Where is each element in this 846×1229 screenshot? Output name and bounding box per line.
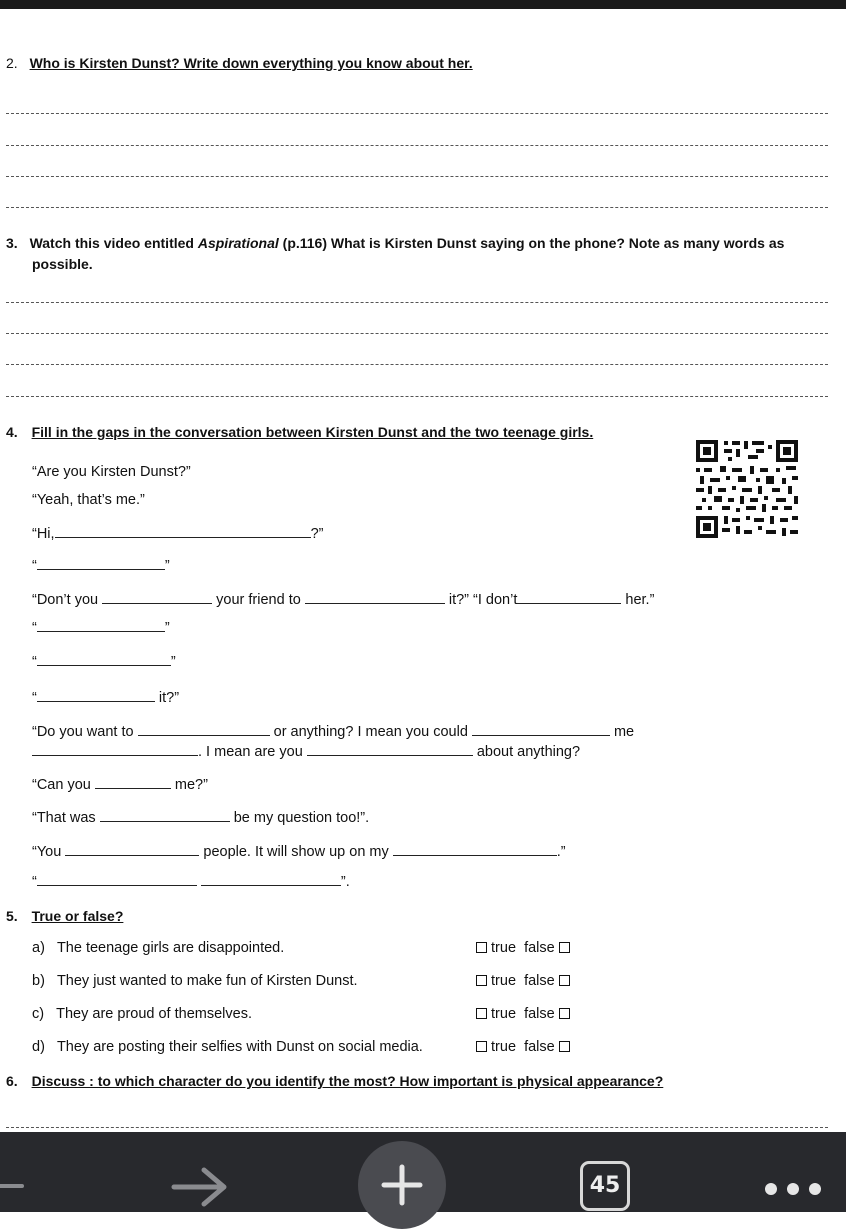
dialogue-text: ”. (340, 874, 350, 890)
false-checkbox[interactable] (559, 1008, 570, 1019)
false-label: false (524, 940, 555, 956)
true-checkbox[interactable] (476, 942, 487, 953)
top-status-bar (0, 0, 846, 9)
gap-blank[interactable] (37, 557, 165, 570)
question-3-number: 3. (6, 235, 18, 251)
dialogue-text: “You (32, 844, 62, 860)
close-quote: ” (164, 620, 170, 636)
tf-choice-b (476, 973, 570, 989)
item-text: They are proud of themselves. (56, 1006, 252, 1022)
dialogue-text: your friend to (216, 592, 301, 608)
dialogue-text: .” (556, 844, 566, 860)
answer-line (6, 176, 828, 177)
dialogue-text: . I mean are you (198, 744, 303, 760)
question-6-number: 6. (6, 1073, 18, 1089)
dialogue-text: people. It will show up on my (203, 844, 389, 860)
tf-item-d (32, 1039, 423, 1055)
close-quote: ” (170, 654, 176, 670)
true-checkbox[interactable] (476, 1008, 487, 1019)
tf-choice-d (476, 1039, 570, 1055)
false-label: false (524, 973, 555, 989)
dialogue-line-3 (32, 525, 323, 542)
tf-item-a (32, 940, 284, 956)
forward-arrow-icon[interactable] (170, 1164, 230, 1210)
gap-blank[interactable] (305, 591, 445, 604)
dialogue-line-10 (32, 743, 580, 760)
back-arrow-icon[interactable] (0, 1178, 24, 1194)
gap-blank[interactable] (102, 591, 212, 604)
open-quote: “ (32, 690, 37, 706)
dialogue-line-6 (32, 619, 170, 636)
dialogue-text: ?” (310, 526, 324, 542)
dialogue-line-1: “Are you Kirsten Dunst?” (32, 464, 191, 480)
false-label: false (524, 1006, 555, 1022)
question-3 (6, 235, 784, 251)
dialogue-text: her.” (625, 592, 655, 608)
dialogue-line-11 (32, 776, 208, 793)
question-5-text: True or false? (31, 908, 124, 924)
open-quote: “ (32, 874, 37, 890)
tab-count-button[interactable]: 45 (580, 1161, 630, 1211)
plus-icon (378, 1161, 426, 1209)
question-4-number: 4. (6, 424, 18, 440)
dialogue-text: it?” (158, 690, 180, 706)
false-label: false (524, 1039, 555, 1055)
dialogue-line-8 (32, 689, 179, 706)
gap-blank[interactable] (32, 743, 198, 756)
dialogue-text: “Don’t you (32, 592, 99, 608)
question-2 (6, 55, 473, 71)
question-3-line2: possible. (32, 256, 93, 272)
answer-line (6, 396, 828, 397)
gap-blank[interactable] (37, 689, 155, 702)
question-2-number: 2. (6, 55, 18, 71)
gap-blank[interactable] (100, 809, 230, 822)
dialogue-text: about anything? (476, 744, 581, 760)
item-letter: b) (32, 973, 45, 989)
item-text: They are posting their selfies with Dunst on social media. (56, 1039, 423, 1055)
question-6-text: Discuss : to which character do you identify the most? How important is physical appearance? (31, 1073, 664, 1089)
dialogue-line-2: “Yeah, that’s me.” (32, 492, 145, 508)
answer-line (6, 207, 828, 208)
gap-blank[interactable] (201, 873, 341, 886)
dialogue-line-13 (32, 843, 566, 860)
dialogue-text: “Do you want to (32, 724, 134, 740)
dialogue-line-4 (32, 557, 170, 574)
item-letter: c) (32, 1006, 45, 1022)
gap-blank[interactable] (37, 653, 171, 666)
more-menu-icon[interactable] (760, 1180, 826, 1198)
false-checkbox[interactable] (559, 975, 570, 986)
gap-blank[interactable] (393, 843, 557, 856)
gap-blank[interactable] (95, 776, 171, 789)
answer-line (6, 364, 828, 365)
dialogue-text: or anything? I mean you could (273, 724, 468, 740)
answer-line (6, 113, 828, 114)
dialogue-text: it?” “I don’t (448, 592, 518, 608)
true-checkbox[interactable] (476, 1041, 487, 1052)
dialogue-text: “That was (32, 810, 96, 826)
item-letter: a) (32, 940, 45, 956)
answer-line (6, 1127, 828, 1128)
answer-line (6, 302, 828, 303)
dialogue-line-7 (32, 653, 176, 670)
dialogue-line-12 (32, 809, 369, 826)
tf-choice-c (476, 1006, 570, 1022)
dialogue-text: be my question too!”. (233, 810, 370, 826)
question-6 (6, 1073, 663, 1089)
close-quote: ” (164, 558, 170, 574)
gap-blank[interactable] (138, 723, 270, 736)
false-checkbox[interactable] (559, 1041, 570, 1052)
question-5 (6, 908, 123, 924)
question-3-text-end: (p.116) What is Kirsten Dunst saying on the phone? Note as many words as (278, 235, 785, 251)
true-label: true (491, 973, 517, 989)
item-text: The teenage girls are disappointed. (56, 940, 285, 956)
item-letter: d) (32, 1039, 45, 1055)
true-label: true (491, 1006, 517, 1022)
tf-item-b (32, 973, 358, 989)
gap-blank[interactable] (472, 723, 610, 736)
gap-blank[interactable] (37, 873, 197, 886)
answer-line (6, 145, 828, 146)
tf-item-c (32, 1006, 252, 1022)
dialogue-line-14 (32, 873, 350, 890)
video-title: Aspirational (197, 235, 279, 251)
dialogue-line-9 (32, 723, 634, 740)
false-checkbox[interactable] (559, 942, 570, 953)
true-checkbox[interactable] (476, 975, 487, 986)
answer-line (6, 333, 828, 334)
item-text: They just wanted to make fun of Kirsten Dunst. (56, 973, 358, 989)
true-label: true (491, 940, 517, 956)
open-quote: “ (32, 620, 37, 636)
question-3-text-start: Watch this video entitled (29, 235, 198, 251)
question-4-text: Fill in the gaps in the conversation between Kirsten Dunst and the two teenage girls. (31, 424, 594, 440)
open-quote: “ (32, 654, 37, 670)
gap-blank[interactable] (65, 843, 199, 856)
true-label: true (491, 1039, 517, 1055)
dialogue-line-5 (32, 591, 654, 608)
question-2-text: Who is Kirsten Dunst? Write down everything you know about her. (29, 55, 473, 71)
dialogue-text: “Hi, (32, 526, 55, 542)
open-quote: “ (32, 558, 37, 574)
question-4 (6, 424, 593, 440)
tf-choice-a (476, 940, 570, 956)
dialogue-text: me (613, 724, 635, 740)
gap-blank[interactable] (307, 743, 473, 756)
qr-code-icon[interactable] (694, 438, 800, 540)
gap-blank[interactable] (37, 619, 165, 632)
question-5-number: 5. (6, 908, 18, 924)
dialogue-text: “Can you (32, 777, 91, 793)
gap-blank[interactable] (55, 525, 311, 538)
gap-blank[interactable] (517, 591, 621, 604)
dialogue-text: me?” (174, 777, 208, 793)
